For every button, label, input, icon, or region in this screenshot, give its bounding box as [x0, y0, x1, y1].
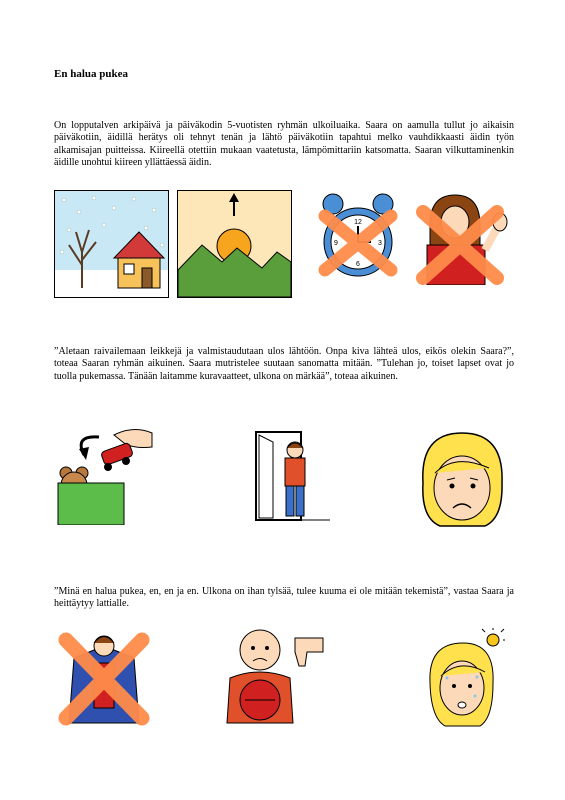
- winter-house-icon: [54, 190, 169, 298]
- page-title: En halua pukea: [54, 68, 128, 80]
- sad-boy-thumbs-down-icon: [215, 628, 325, 728]
- paragraph-adult-prompt: ”Aletaan raivailemaan leikkejä ja valmistaudutaan ulos lähtöön. Onpa kiva lähteä ulos, eikös olekin Saara?”, toteaa Saaran ryhmän aikuinen. Saara mutristelee suutaan sanomatta mitään. ”Tulehan jo, toiset lapset ovat jo tuolla pukemassa. Tänään laitamme kuravaatteet, ulkona on märkää”, toteaa aikuinen.: [54, 346, 514, 382]
- child-at-door-icon: [255, 430, 330, 525]
- clock-number-9: 9: [334, 240, 338, 247]
- sad-girl-face-icon: [415, 428, 510, 528]
- crossed-waving-girl-icon: [415, 190, 515, 285]
- clock-number-3: 3: [378, 240, 382, 247]
- crossed-alarm-clock-icon: [313, 190, 403, 285]
- sunrise-icon: [177, 190, 292, 298]
- clock-number-12: 12: [354, 219, 362, 226]
- clock-number-6: 6: [356, 261, 360, 268]
- crossed-dressing-icon: [54, 628, 154, 728]
- hot-girl-face-icon: [425, 628, 505, 728]
- paragraph-intro: On lopputalven arkipäivä ja päiväkodin 5-vuotisten ryhmän ulkoiluaika. Saara on aamulla tullut jo aikaisin päiväkotiin, äidillä herätys oli tehnyt tenän ja lähtö päiväkotiin tapahtui melko vauhdikkaasti äidin työn alkamisajan puitteissa. Kiireellä otettiin mukaan vaatetusta, lämpömittariin katsomatta. Saaran vilkuttaminenkin äidille unohtui kiireen yllättäessä äidin.: [54, 120, 514, 169]
- tidy-toys-icon: [54, 425, 154, 525]
- paragraph-saara-reply: ”Minä en halua pukea, en, en ja en. Ulkona on ihan tylsää, tulee kuuma ei ole mitään tekemistä”, vastaa Saara ja heittäytyy lattialle.: [54, 586, 514, 610]
